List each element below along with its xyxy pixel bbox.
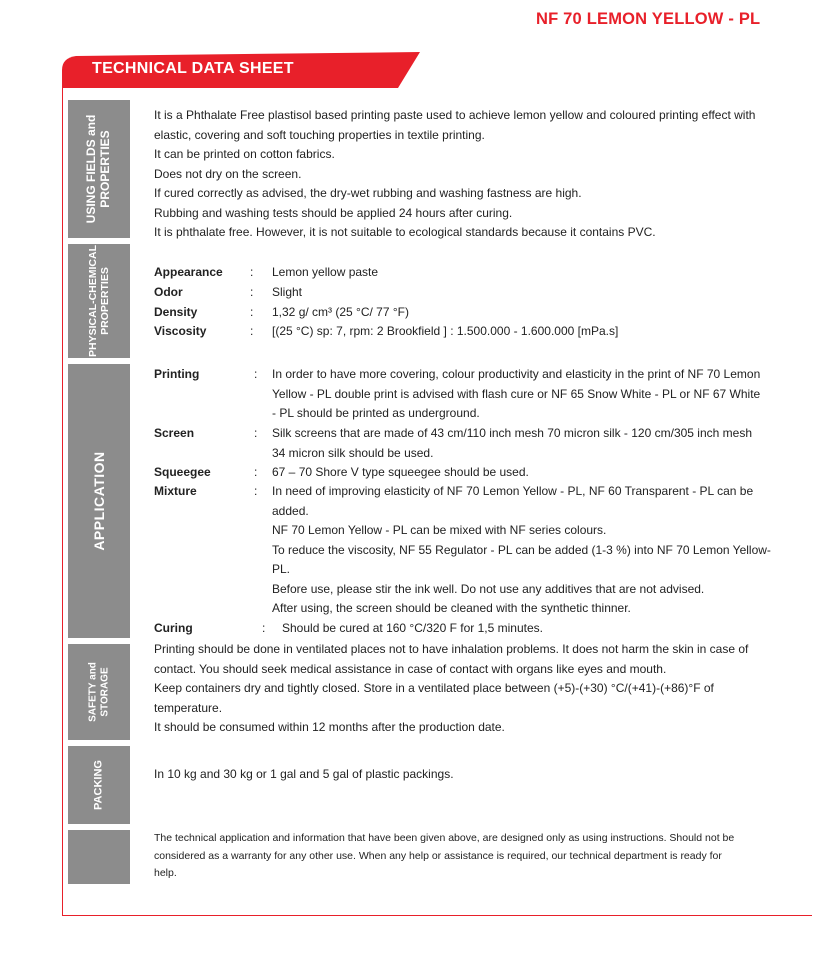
product-title: NF 70 LEMON YELLOW - PL	[536, 10, 761, 28]
curing-colon: :	[262, 621, 266, 635]
text-line: Yellow - PL double print is advised with flash cure or NF 65 Snow White - PL or NF 67 White	[272, 386, 761, 401]
property-colon: :	[250, 265, 254, 279]
property-value: 1,32 g/ cm³ (25 °C/ 77 °F)	[272, 305, 409, 319]
text-line: To reduce the viscosity, NF 55 Regulator - PL can be added (1-3 %) into NF 70 Lemon Yellow-	[272, 542, 771, 557]
screen-label: Screen	[154, 426, 195, 440]
printing-text	[272, 365, 802, 424]
text-line: temperature.	[154, 700, 223, 715]
sidebar-label-using-fields	[85, 115, 113, 224]
curing-text: Should be cured at 160 °C/320 F for 1,5 minutes.	[282, 621, 543, 635]
property-label: Density	[154, 305, 198, 319]
sidebar-label-application: APPLICATION	[90, 451, 107, 551]
property-colon: :	[250, 285, 254, 299]
sidebar-using-fields	[68, 100, 130, 238]
sidebar-label-safety	[88, 662, 111, 722]
property-value: Slight	[272, 285, 303, 299]
sidebar-label-line: PHYSICAL-CHEMICAL	[86, 245, 99, 357]
property-label: Appearance	[154, 265, 223, 279]
sidebar-label-line: STORAGE	[99, 667, 110, 717]
screen-text	[272, 424, 802, 463]
property-label: Odor	[154, 285, 183, 299]
text-line: Keep containers dry and tightly closed. Store in a ventilated place between (+5)-(+30) °C/(+41)-(+86)°F of	[154, 681, 714, 695]
curing-label: Curing	[154, 621, 193, 635]
using-fields-text	[154, 106, 755, 243]
printing-label: Printing	[154, 367, 200, 381]
property-label: Viscosity	[154, 324, 207, 338]
property-value: Lemon yellow paste	[272, 265, 379, 279]
text-line: In need of improving elasticity of NF 70 Lemon Yellow - PL, NF 60 Transparent - PL can be	[272, 484, 754, 498]
packing-text: In 10 kg and 30 kg or 1 gal and 5 gal of plastic packings.	[154, 767, 454, 781]
sidebar-application	[68, 364, 130, 638]
text-line: considered as a warranty for any other use. When any help or assistance is required, our technical department is ready for	[154, 849, 722, 862]
text-line: 34 micron silk should be used.	[272, 445, 434, 460]
text-line: Printing should be done in ventilated places not to have inhalation problems. It does not harm the skin in case of	[154, 642, 749, 656]
text-line: It is phthalate free. However, it is not suitable to ecological standards because it contains PVC.	[154, 225, 656, 239]
text-line: Rubbing and washing tests should be applied 24 hours after curing.	[154, 205, 513, 220]
text-line: PL.	[272, 562, 291, 576]
frame-bottom-rule	[62, 915, 812, 916]
property-value: [(25 °C) sp: 7, rpm: 2 Brookfield ] : 1.500.000 - 1.600.000 [mPa.s]	[272, 324, 619, 338]
text-line: If cured correctly as advised, the dry-wet rubbing and washing fastness are high.	[154, 186, 582, 200]
mixture-colon: :	[254, 484, 258, 498]
sidebar-label-line: USING FIELDS and	[84, 114, 99, 224]
text-line: The technical application and information that have been given above, are designed only as using instructions. Should not be	[154, 832, 735, 844]
frame-left-rule	[62, 88, 63, 916]
sidebar-label-line: PROPERTIES	[98, 130, 112, 208]
sidebar-label-line: SAFETY and	[87, 662, 99, 722]
mixture-text	[272, 482, 802, 619]
sidebar-physical-chemical	[68, 244, 130, 358]
text-line: contact. You should seek medical assistance in case of contact with organs like eyes and mouth.	[154, 661, 667, 676]
sidebar-disclaimer	[68, 830, 130, 884]
sidebar-packing	[68, 746, 130, 824]
mixture-label: Mixture	[154, 484, 197, 498]
printing-colon: :	[254, 367, 258, 381]
property-colon: :	[250, 324, 254, 338]
text-line: Silk screens that are made of 43 cm/110 inch mesh 70 micron silk - 120 cm/305 inch mesh	[272, 426, 752, 440]
text-line: It should be consumed within 12 months after the production date.	[154, 720, 505, 734]
text-line: Before use, please stir the ink well. Do not use any additives that are not advised.	[272, 581, 705, 596]
text-line: NF 70 Lemon Yellow - PL can be mixed with NF series colours.	[272, 523, 607, 537]
sidebar-label-line: PROPERTIES	[99, 267, 111, 335]
property-colon: :	[250, 305, 254, 319]
sidebar-label-packing: PACKING	[92, 760, 105, 810]
text-line: It can be printed on cotton fabrics.	[154, 147, 335, 161]
text-line: Does not dry on the screen.	[154, 166, 302, 181]
sheet-title: TECHNICAL DATA SHEET	[92, 60, 294, 77]
squeegee-text: 67 – 70 Shore V type squeegee should be used.	[272, 465, 529, 479]
sidebar-safety	[68, 644, 130, 740]
safety-text	[154, 640, 804, 738]
text-line: added.	[272, 503, 309, 518]
squeegee-label: Squeegee	[154, 465, 211, 479]
squeegee-colon: :	[254, 465, 258, 479]
text-line: elastic, covering and soft touching properties in textile printing.	[154, 127, 485, 142]
sidebar-label-physical-chemical	[87, 245, 111, 357]
text-line: help.	[154, 867, 177, 879]
text-line: - PL should be printed as underground.	[272, 406, 480, 420]
disclaimer-text	[154, 830, 804, 883]
text-line: After using, the screen should be cleaned with the synthetic thinner.	[272, 601, 631, 615]
text-line: In order to have more covering, colour productivity and elasticity in the print of NF 70 Lemon	[272, 367, 761, 381]
screen-colon: :	[254, 426, 258, 440]
text-line: It is a Phthalate Free plastisol based printing paste used to achieve lemon yellow and coloured printing effect with	[154, 108, 756, 122]
